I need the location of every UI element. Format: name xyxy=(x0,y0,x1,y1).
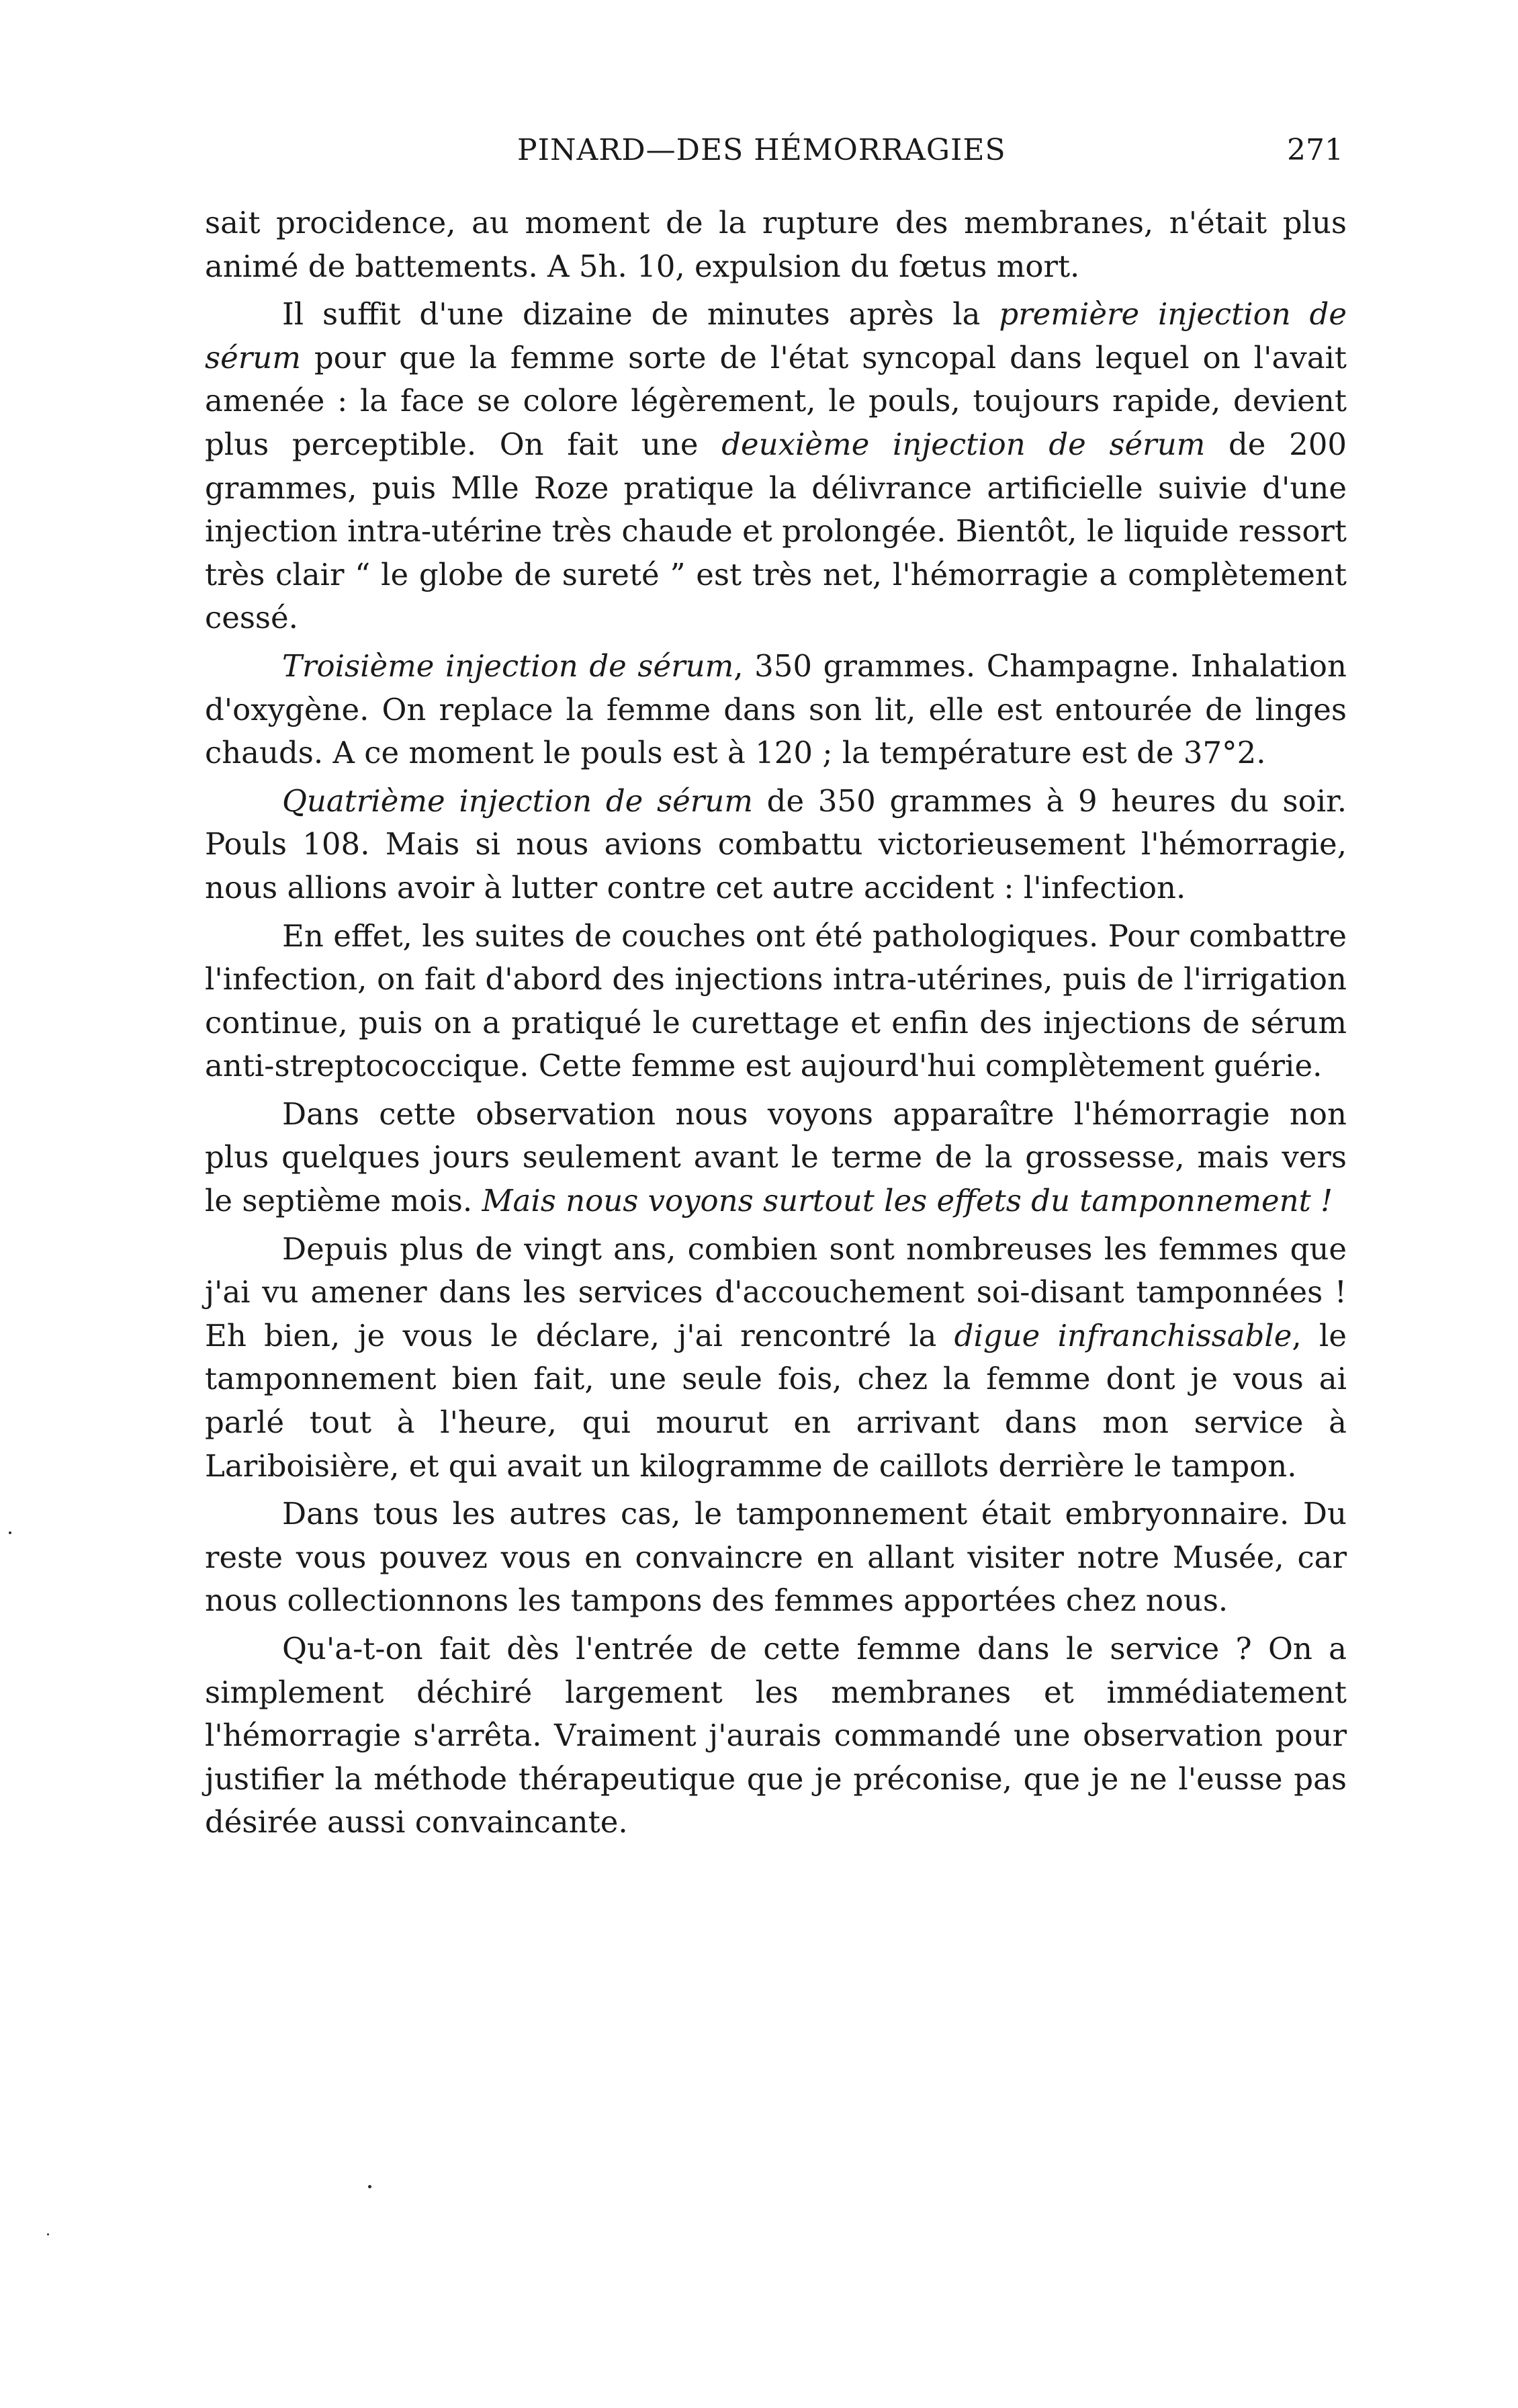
scan-speck xyxy=(9,1531,11,1534)
paragraph xyxy=(205,780,1347,910)
scan-speck xyxy=(47,2233,49,2235)
text-run: sait procidence, au moment de la rupture des membranes, n'était plus animé de battements. A 5h. 10, expulsion du fœtus mort. xyxy=(205,205,1347,284)
text-run: , le tamponnement bien fait, une seule fois, chez la femme dont je vous ai parlé tout à l'heure, qui mourut en arrivant dans mon service à Lariboisière, et qui avait un kilogramme de caillots derrière le tampon. xyxy=(205,1317,1347,1484)
paragraph xyxy=(205,915,1347,1088)
paragraph xyxy=(205,1492,1347,1623)
paragraph xyxy=(205,645,1347,775)
scan-speck xyxy=(368,2185,371,2188)
page-number: 271 xyxy=(1287,133,1343,167)
paragraph xyxy=(205,1228,1347,1488)
text-run: Qu'a-t-on fait dès l'entrée de cette femme dans le service ? On a simplement déchiré largement les membranes et immédiatement l'hémorragie s'arrêta. Vraiment j'aurais commandé une observation pour justifier la méthode thérapeutique que je préconise, que je ne l'eusse pas désirée aussi convaincante. xyxy=(205,1631,1347,1840)
italic-run: première injection de sérum xyxy=(205,296,1347,375)
text-run: , 350 grammes. Champagne. Inhalation d'oxygène. On replace la femme dans son lit, elle est entourée de linges chauds. A ce moment le pouls est à 120 ; la température est de 37°2. xyxy=(205,648,1347,771)
page-header xyxy=(202,133,1343,180)
body-text xyxy=(205,202,1347,1849)
italic-run: Mais nous voyons surtout les effets du tamponnement ! xyxy=(482,1183,1333,1219)
text-run: Dans cette observation nous voyons apparaître l'hémorragie non plus quelques jours seulement avant le terme de la grossesse, mais vers le septième mois. xyxy=(205,1096,1347,1219)
text-run: de 200 grammes, puis Mlle Roze pratique la délivrance artificielle suivie d'une injection intra-utérine très chaude et prolongée. Bientôt, le liquide ressort très clair “ le globe de sureté ” est très net, l'hémorragie a complètement cessé. xyxy=(205,426,1347,636)
italic-run: Quatrième injection de sérum xyxy=(282,783,753,819)
text-run: de 350 grammes à 9 heures du soir. Pouls 108. Mais si nous avions combattu victorieusement l'hémorragie, nous allions avoir à lutter contre cet autre accident : l'infection. xyxy=(205,783,1347,905)
text-run: Dans tous les autres cas, le tamponnement était embryonnaire. Du reste vous pouvez vous en convaincre en allant visiter notre Musée, car nous collectionnons les tampons des femmes apportées chez nous. xyxy=(205,1496,1347,1619)
paragraph xyxy=(205,1627,1347,1844)
text-run: pour que la femme sorte de l'état syncopal dans lequel on l'avait amenée : la face se colore légèrement, le pouls, toujours rapide, devient plus perceptible. On fait une xyxy=(205,339,1347,462)
italic-run: Troisième injection de sérum xyxy=(282,648,734,684)
text-run: Depuis plus de vingt ans, combien sont nombreuses les femmes que j'ai vu amener dans les services d'accouchement soi-disant tamponnées ! Eh bien, je vous le déclare, j'ai rencontré la xyxy=(205,1231,1347,1353)
text-run: Il suffit d'une dizaine de minutes après la xyxy=(282,296,999,332)
italic-run: digue infranchissable xyxy=(954,1317,1292,1353)
running-head: PINARD—DES HÉMORRAGIES xyxy=(517,133,1006,167)
italic-run: deuxième injection de sérum xyxy=(721,426,1206,462)
paragraph xyxy=(205,1093,1347,1223)
paragraph xyxy=(205,293,1347,640)
text-run: En effet, les suites de couches ont été pathologiques. Pour combattre l'infection, on fait d'abord des injections intra-utérines, puis de l'irrigation continue, puis on a pratiqué le curettage et enfin des injections de sérum anti-streptococcique. Cette femme est aujourd'hui complètement guérie. xyxy=(205,918,1347,1084)
paragraph xyxy=(205,202,1347,288)
